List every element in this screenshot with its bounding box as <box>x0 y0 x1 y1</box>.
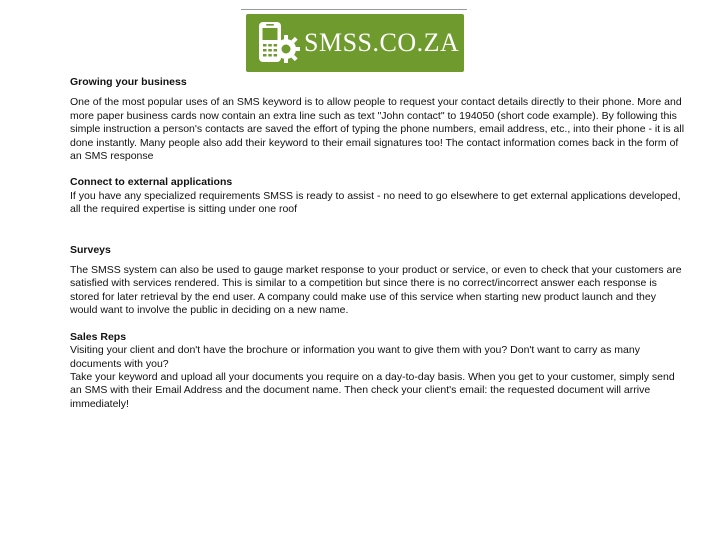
section-paragraph-sales-reps-1: Visiting your client and don't have the brochure or information you want to give them with you? Don't want to carry as many documents with you? <box>70 344 640 370</box>
section-heading-growing-business: Growing your business <box>70 76 187 88</box>
section-paragraph-sales-reps-2: Take your keyword and upload all your documents you require on a day-to-day basis. When you get to your customer, simply send an SMS with their Email Address and the document name. Then check your client's email: the requested document will arrive immediately! <box>70 370 675 410</box>
section-paragraph-growing-business: One of the most popular uses of an SMS keyword is to allow people to request your contact details directly to their phone. More and more paper business cards now contain an extra line such as text "John contact" to 194050 (short code example). By following this simple instruction a person's contacts are saved the effort of typing the phone numbers, email address, etc., into their phone - it is all done instantly. Many people also add their keyword to their email signatures too! The contact information comes back in the form of an SMS response <box>70 96 685 163</box>
logo-text: SMSS.CO.ZA <box>304 28 460 57</box>
section-paragraph-external-applications: If you have any specialized requirements SMSS is ready to assist - no need to go elsewhere to get external applications developed, all the required expertise is sitting under one roof <box>70 189 681 216</box>
document-body <box>70 76 685 411</box>
section-heading-sales-reps: Sales Reps <box>70 330 127 343</box>
section-heading-external-applications: Connect to external applications <box>70 176 233 189</box>
mobile-phone-gear-icon <box>246 14 306 72</box>
smss-logo[interactable] <box>246 14 464 72</box>
section-paragraph-surveys: The SMSS system can also be used to gauge market response to your product or service, or even to check that your customers are satisfied with services rendered. This is similar to a competition but since there is no correct/incorrect answer each response is stored for later retrieval by the end user. A company could make use of this service when starting new product launch and they would want to involve the public in deciding on a new name. <box>70 264 682 317</box>
section-heading-surveys: Surveys <box>70 243 111 256</box>
